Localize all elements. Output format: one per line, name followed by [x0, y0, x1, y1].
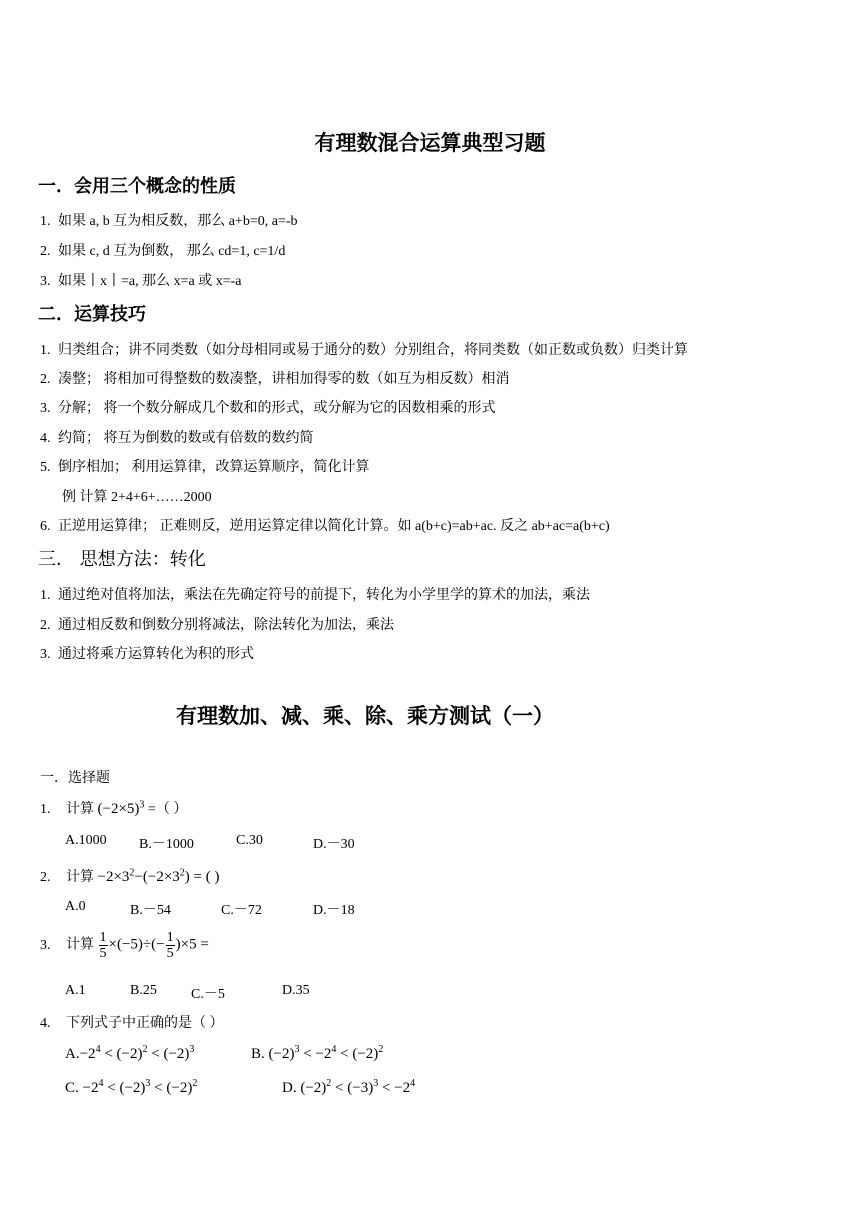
section2-item: 3. 分解； 将一个数分解成几个数和的形式，或分解为它的因数相乘的形式: [40, 401, 496, 416]
q4-option-a: $A.-2^4 < (-2)^2 < (-2)^3$: [65, 1044, 195, 1062]
q3-option-b: B.25: [130, 983, 157, 998]
section2-item: 5. 倒序相加； 利用运算律，改算运算顺序，简化计算: [40, 460, 370, 475]
section3-item: 2. 通过相反数和倒数分别将减法，除法转化为加法，乘法: [40, 618, 394, 633]
section3-item: 1. 通过绝对值将加法，乘法在先确定符号的前提下，转化为小学里学的算术的加法，乘法: [40, 588, 590, 603]
test-part-heading: 一．选择题: [40, 771, 110, 786]
section2-item: 2. 凑整； 将相加可得整数的数凑整，讲相加得零的数（如互为相反数）相消: [40, 372, 510, 387]
q1-option-a: A.1000: [65, 833, 107, 848]
question-2: 2. 计算 $-2\times 3^2-(-2\times 3^2)$ = ( ): [40, 867, 220, 885]
question-3: 3. 计算 $\frac{1}{5}$ ×(−5)÷(− $\frac{1}{5}$ )×5 =: [40, 930, 209, 961]
q3-option-a: A.1: [65, 983, 86, 998]
section1-item: 1. 如果 a, b 互为相反数，那么 a+b=0, a=-b: [40, 214, 298, 229]
section2-item: 6. 正逆用运算律； 正难则反，逆用运算定律以简化计算。如 a(b+c)=ab+ac. 反之 ab+ac=a(b+c): [40, 519, 610, 534]
q2-option-b: B.－54: [130, 903, 171, 918]
q3-option-d: D.35: [282, 983, 310, 998]
test-title: 有理数加、减、乘、除、乘方测试（一）: [176, 704, 554, 728]
section2-item: 4. 约简； 将互为倒数的数或有倍数的数约简: [40, 431, 314, 446]
q2-option-d: D.－18: [313, 903, 355, 918]
section2-example: 例 计算 2+4+6+……2000: [62, 490, 212, 505]
fraction: $\frac{1}{5}$: [99, 930, 107, 961]
q1-option-c: C.30: [236, 833, 263, 848]
q1-option-d: D.－30: [313, 837, 355, 852]
q2-option-c: C.－72: [221, 903, 262, 918]
section1-item: 3. 如果丨x丨=a, 那么 x=a 或 x=-a: [40, 274, 242, 289]
doc-title: 有理数混合运算典型习题: [314, 131, 546, 155]
section3-heading: 三． 思想方法：转化: [38, 549, 206, 570]
q2-option-a: A.0: [65, 899, 86, 914]
q4-option-c: C. $-2^4 < (-2)^3 < (-2)^2$: [65, 1078, 198, 1096]
section1-item: 2. 如果 c, d 互为倒数， 那么 cd=1, c=1/d: [40, 244, 286, 259]
q4-option-b: B. $(-2)^3 < -2^4 < (-2)^2$: [251, 1044, 384, 1062]
section3-item: 3. 通过将乘方运算转化为积的形式: [40, 647, 254, 662]
fraction: $\frac{1}{5}$: [166, 930, 174, 961]
question-4: 4. 下列式子中正确的是（ ）: [40, 1016, 224, 1031]
q4-option-d: D. $(-2)^2 < (-3)^3 < -2^4$: [282, 1078, 416, 1096]
section2-item: 1. 归类组合；讲不同类数（如分母相同或易于通分的数）分别组合，将同类数（如正数或负数）归类计算: [40, 343, 688, 358]
question-1: 1. 计算 $(-2\times 5)^3$ =（ ）: [40, 799, 188, 817]
q1-option-b: B.－1000: [139, 837, 194, 852]
q3-option-c: C.－5: [191, 987, 225, 1002]
section2-heading: 二．运算技巧: [38, 304, 146, 325]
section1-heading: 一．会用三个概念的性质: [38, 176, 236, 197]
